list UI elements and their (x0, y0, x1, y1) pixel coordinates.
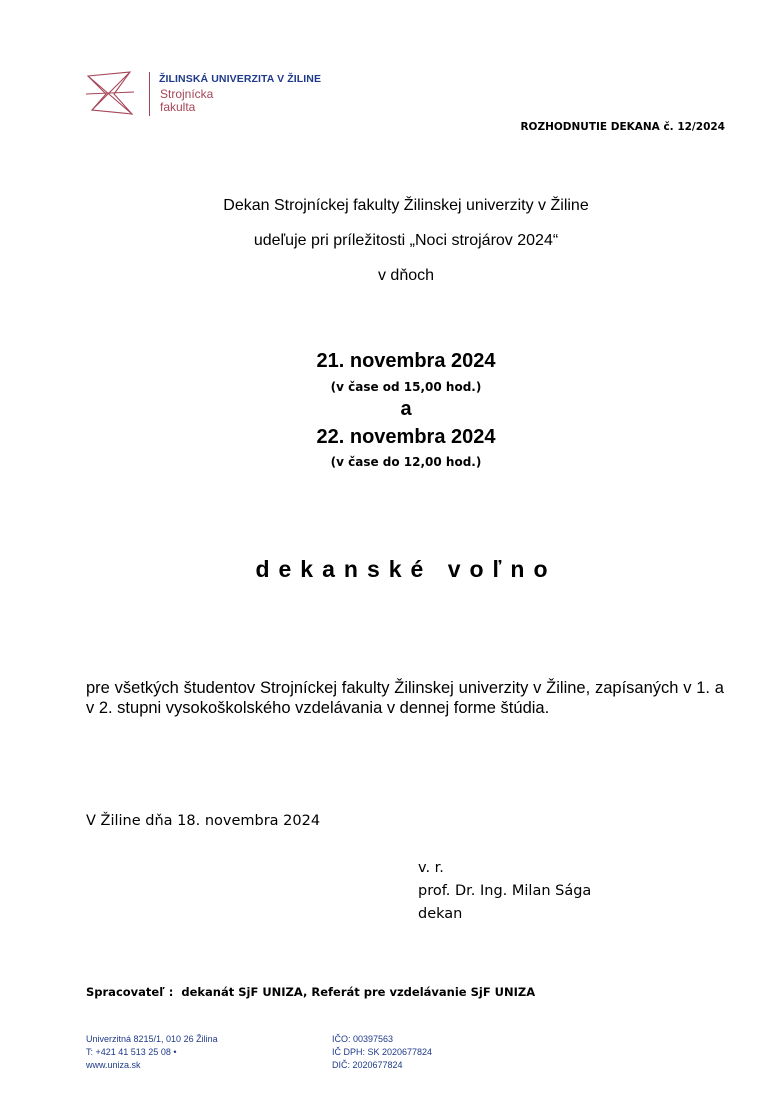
logo-divider (149, 72, 150, 116)
signature-vr: v. r. (418, 860, 444, 876)
date-first: 21. novembra 2024 (316, 350, 496, 372)
leave-title: dekanské voľno (255, 556, 557, 582)
place-date: V Žiline dňa 18. novembra 2024 (86, 813, 321, 829)
intro-line-3: v dňoch (377, 267, 435, 284)
faculty-logo-icon (84, 70, 136, 118)
signature-block (418, 857, 591, 926)
footer-dic: DIČ: 2020677824 (332, 1060, 403, 1070)
footer-contact (86, 1033, 218, 1072)
intro-line-2: udeľuje pri príležitosti „Noci strojárov 2024“ (253, 232, 559, 249)
date-conjunction: a (400, 398, 412, 420)
time-second: (v čase do 12,00 hod.) (330, 455, 482, 469)
date-second: 22. novembra 2024 (316, 426, 496, 448)
footer-registration (332, 1033, 432, 1072)
intro-line-1: Dekan Strojníckej fakulty Žilinskej univerzity v Žiline (223, 197, 589, 214)
faculty-name-line1: Strojnícka (160, 87, 214, 101)
footer-address: Univerzitná 8215/1, 010 26 Žilina (86, 1034, 218, 1044)
processed-by (86, 985, 535, 999)
processed-by-value: dekanát SjF UNIZA, Referát pre vzdelávanie SjF UNIZA (181, 985, 536, 999)
intro-text (0, 188, 757, 293)
footer-ic-dph: IČ DPH: SK 2020677824 (332, 1047, 433, 1057)
students-paragraph: pre všetkých študentov Strojníckej fakulty Žilinskej univerzity v Žiline, zapísaných v 1. a v 2. stupni vysokoškolského vzdelávania v dennej forme štúdia. (86, 679, 724, 717)
footer-web-link[interactable]: www.uniza.sk (86, 1060, 141, 1070)
footer-phone: T: +421 41 513 25 08 • (86, 1047, 177, 1057)
processed-by-label: Spracovateľ : (86, 985, 174, 999)
time-first: (v čase od 15,00 hod.) (330, 380, 482, 394)
footer-ico: IČO: 00397563 (332, 1034, 394, 1044)
signature-name: prof. Dr. Ing. Milan Sága (418, 883, 592, 899)
faculty-name-line2: fakulta (160, 100, 196, 114)
signature-title: dekan (418, 906, 463, 922)
university-name: ŽILINSKÁ UNIVERZITA V ŽILINE (159, 73, 322, 85)
faculty-name (160, 88, 213, 114)
decision-number: ROZHODNUTIE DEKANA č. 12/2024 (520, 121, 725, 133)
